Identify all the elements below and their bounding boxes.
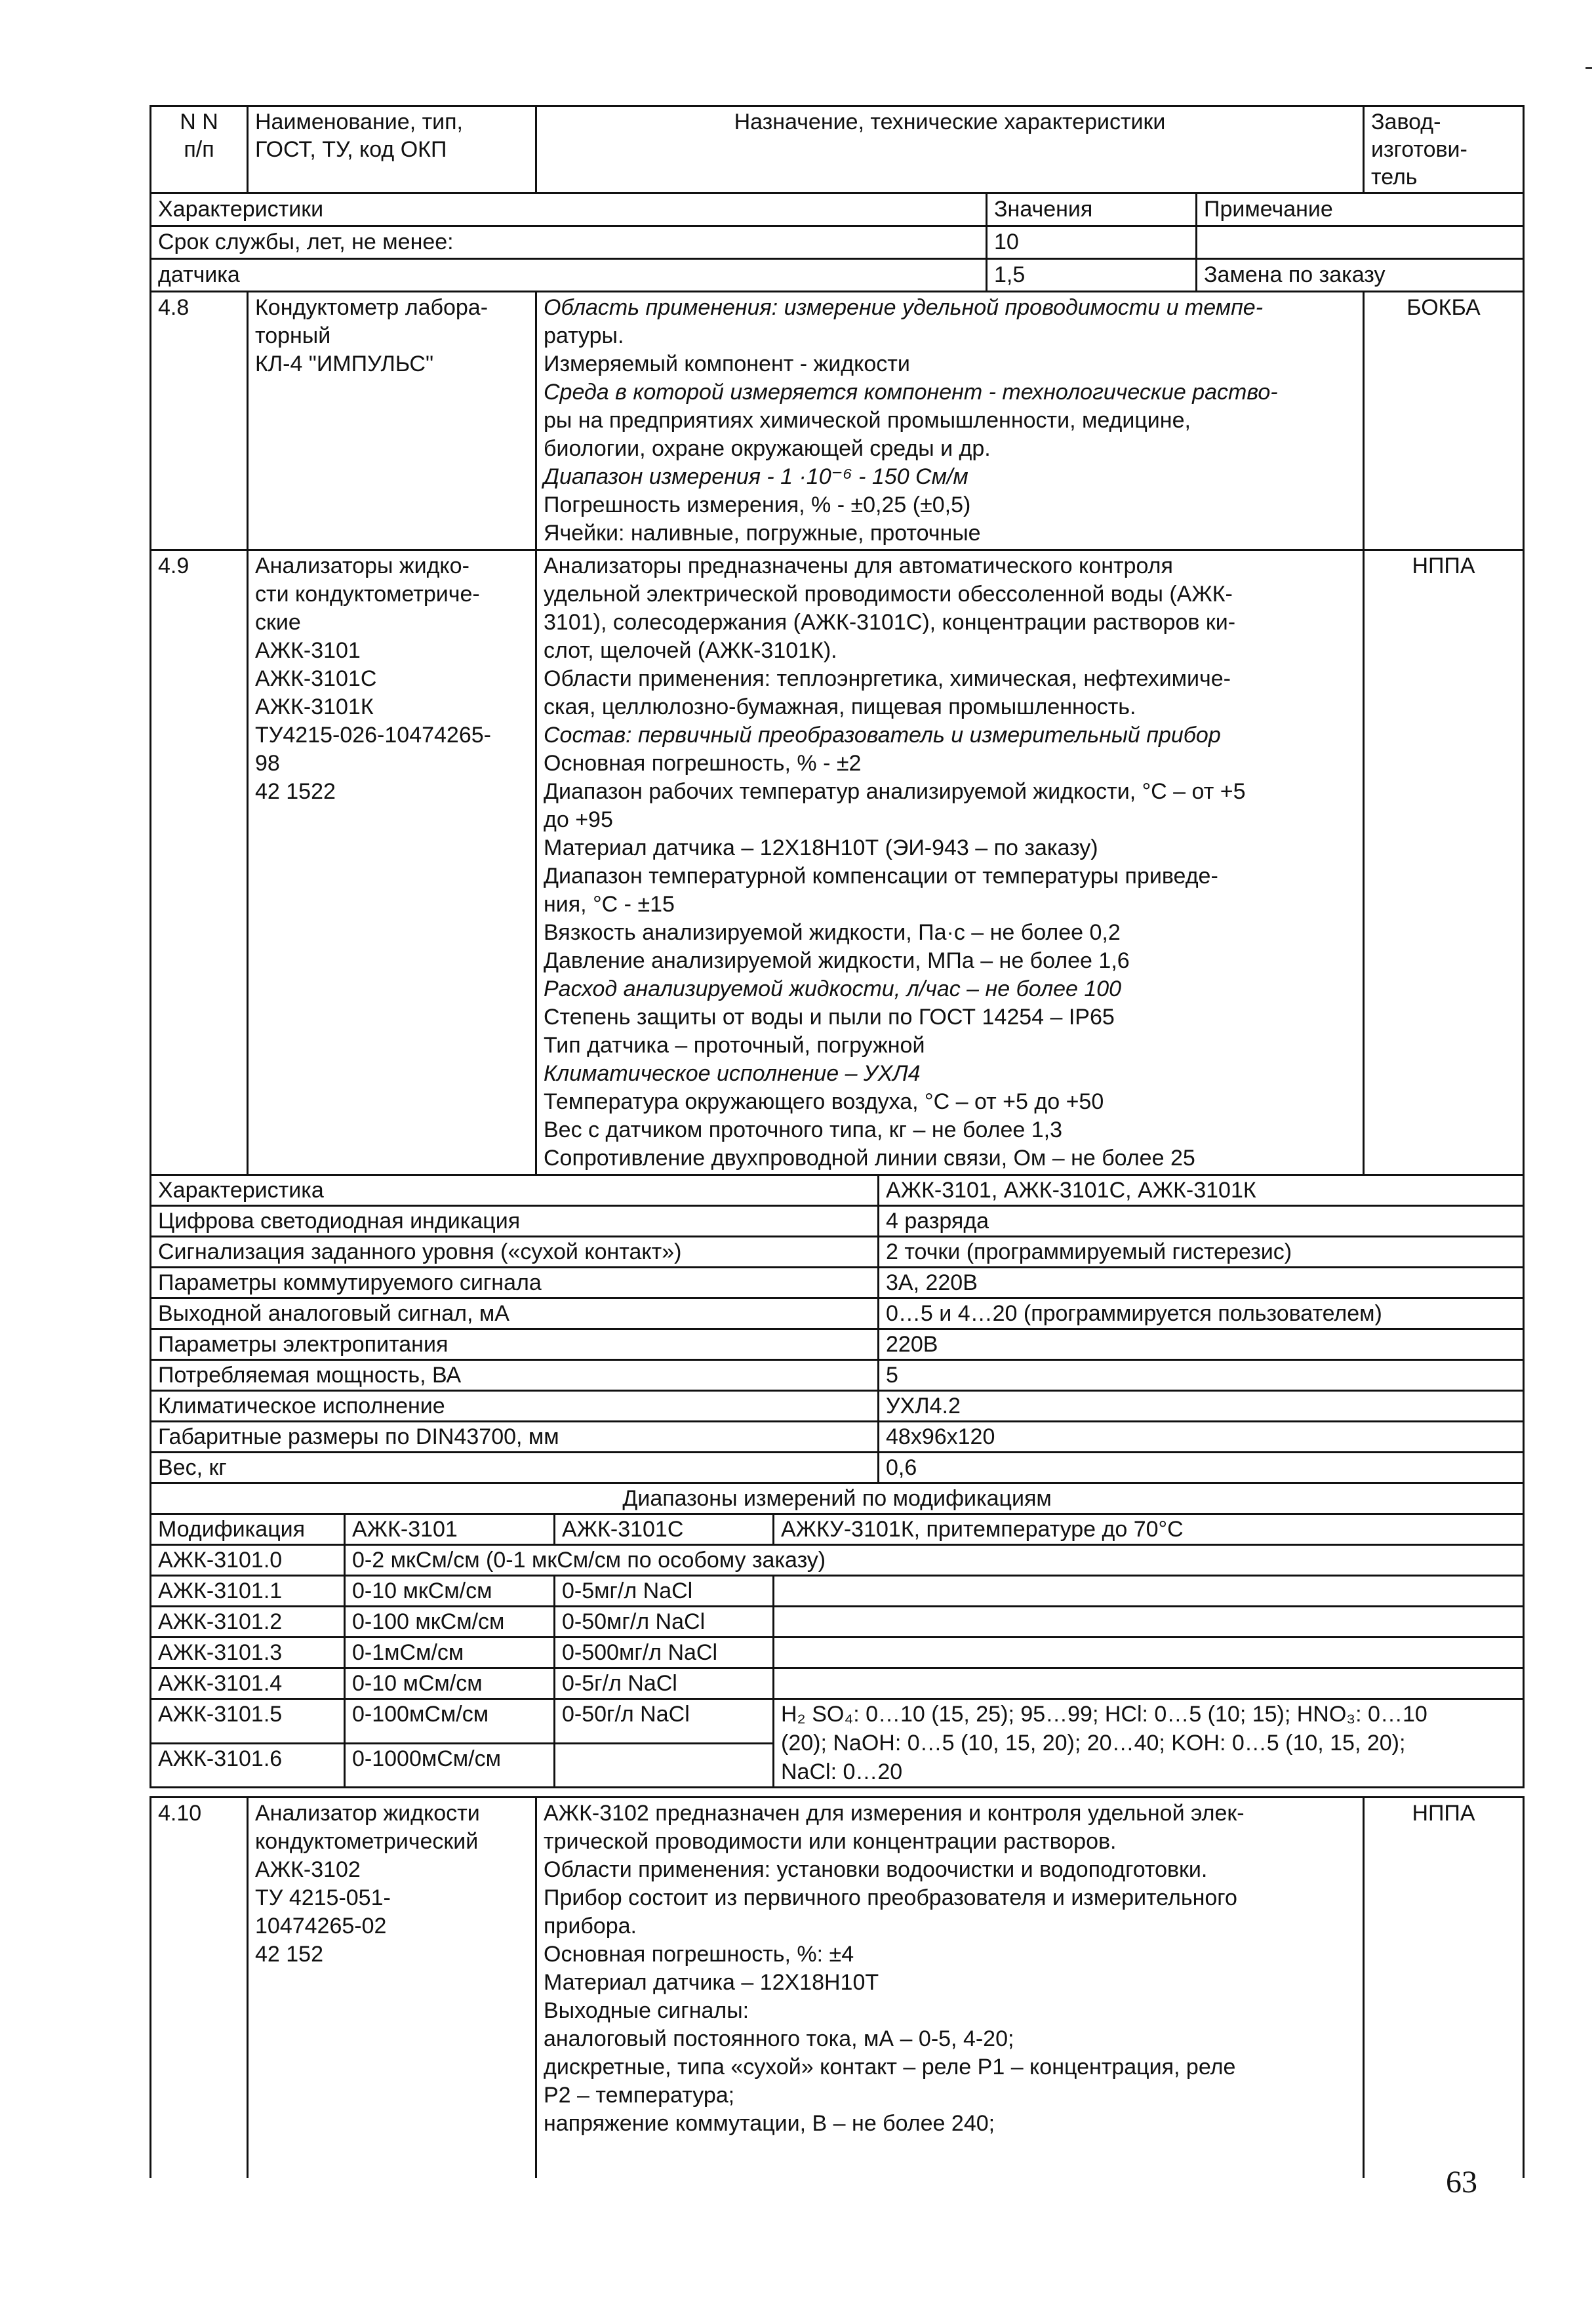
text-line: Анализаторы предназначены для автоматического контроля — [544, 553, 1173, 578]
spec-key: Габаритные размеры по DIN43700, мм — [151, 1422, 879, 1453]
ranges-mod: АЖК-3101.2 — [151, 1607, 345, 1638]
ranges-empty — [774, 1638, 1524, 1668]
ranges-value: 0-500мг/л NaCl — [555, 1638, 774, 1668]
ranges-row — [151, 1699, 1524, 1744]
ranges-mod: АЖК-3101.0 — [151, 1545, 345, 1576]
text-line: Тип датчика – проточный, погружной — [544, 1033, 925, 1058]
text-line: ния, °С - ±15 — [544, 892, 675, 917]
ranges-value: 0-10 мкСм/см — [345, 1576, 555, 1607]
text-line: H₂ SO₄: 0…10 (15, 25); 95…99; HCl: 0…5 (10; 15); HNO₃: 0…10 — [781, 1702, 1427, 1727]
ranges-empty — [774, 1668, 1524, 1699]
ranges-table — [150, 1482, 1525, 1788]
header-purpose: Назначение, технические характеристики — [536, 106, 1364, 193]
text-line: дискретные, типа «сухой» контакт – реле Р1 – концентрация, реле — [544, 2055, 1236, 2080]
text-line: Области применения: теплоэнргетика, химическая, нефтехимиче- — [544, 666, 1231, 691]
text-line: ры на предприятиях химической промышленности, медицине, — [544, 408, 1191, 433]
text-line: прибора. — [544, 1914, 637, 1939]
ranges-row — [151, 1638, 1524, 1668]
prev-row-val: 10 — [987, 226, 1197, 259]
ranges-empty — [774, 1576, 1524, 1607]
ranges-mod: АЖК-3101.3 — [151, 1638, 345, 1668]
item-name — [248, 1798, 536, 2178]
text-line: удельной электрической проводимости обессоленной воды (АЖК- — [544, 582, 1233, 607]
text-line: Диапазон рабочих температур анализируемой жидкости, °С – от +5 — [544, 779, 1246, 804]
text-line: АЖК-3102 — [255, 1857, 361, 1882]
prev-col-note: Примечание — [1197, 193, 1524, 226]
item-maker: НППА — [1364, 550, 1524, 1175]
text-line: АЖК-3102 предназначен для измерения и контроля удельной элек- — [544, 1801, 1245, 1826]
ranges-mod: АЖК-3101.6 — [151, 1743, 345, 1788]
ranges-value: 0-1000мСм/см — [345, 1743, 555, 1788]
text-line: до +95 — [544, 807, 613, 832]
text-line: Кондуктометр лабора- — [255, 295, 489, 320]
text-line: ские — [255, 610, 301, 635]
spec-value: УХЛ4.2 — [879, 1391, 1524, 1422]
header-table — [150, 105, 1525, 194]
items-table — [150, 291, 1525, 1176]
ranges-value: 0-100 мкСм/см — [345, 1607, 555, 1638]
text-line: ТУ 4215-051- — [255, 1885, 391, 1910]
text-line: ТУ4215-026-10474265- — [255, 723, 491, 748]
text-line: Основная погрешность, % - ±2 — [544, 751, 862, 776]
text-line: Измеряемый компонент - жидкости — [544, 352, 910, 376]
item-description — [536, 292, 1364, 550]
ranges-empty — [774, 1607, 1524, 1638]
spec-row — [151, 1453, 1524, 1483]
text-line: биологии, охране окружающей среды и др. — [544, 436, 991, 461]
text-line: 42 1522 — [255, 779, 336, 804]
text-line: Степень защиты от воды и пыли по ГОСТ 14254 – IP65 — [544, 1005, 1115, 1030]
spec-value: 0…5 и 4…20 (программируется пользователем) — [879, 1298, 1524, 1329]
text-line: Давление анализируемой жидкости, МПа – не более 1,6 — [544, 948, 1130, 973]
spec-value: 5 — [879, 1360, 1524, 1391]
text-line: слот, щелочей (АЖК-3101К). — [544, 638, 837, 663]
text-line: Ячейки: наливные, погружные, проточные — [544, 521, 981, 546]
text-line: Материал датчика – 12Х18Н10Т (ЭИ-943 – по заказу) — [544, 835, 1098, 860]
text-line: Область применения: измерение удельной проводимости и темпе- — [544, 295, 1264, 320]
item-num: 4.10 — [151, 1798, 248, 2178]
text-line: КЛ-4 "ИМПУЛЬС" — [255, 352, 434, 376]
item-num: 4.8 — [151, 292, 248, 550]
item-row-4-8 — [151, 292, 1524, 550]
document-page — [150, 105, 1523, 2178]
spec-value: 48х96х120 — [879, 1422, 1524, 1453]
ranges-k-note — [774, 1699, 1524, 1788]
text-line: Погрешность измерения, % - ±0,25 (±0,5) — [544, 492, 971, 517]
spec-row — [151, 1298, 1524, 1329]
spec-key: Сигнализация заданного уровня («сухой контакт») — [151, 1237, 879, 1268]
text-line: сти кондуктометриче- — [255, 582, 480, 607]
ranges-head: АЖК-3101 — [345, 1514, 555, 1545]
text-line: Сопротивление двухпроводной линии связи, Ом – не более 25 — [544, 1146, 1195, 1171]
text-line: кондуктометрический — [255, 1829, 479, 1854]
text-line: Анализаторы жидко- — [255, 553, 469, 578]
text-line: ская, целлюлозно-бумажная, пищевая промышленность. — [544, 694, 1136, 719]
header-name: Наименование, тип, ГОСТ, ТУ, код ОКП — [248, 106, 536, 193]
spec-row — [151, 1237, 1524, 1268]
text-line: Р2 – температура; — [544, 2083, 735, 2108]
prev-tail-table — [150, 192, 1525, 292]
spec-row — [151, 1391, 1524, 1422]
prev-row-char: датчика — [151, 259, 987, 292]
text-line: 42 152 — [255, 1942, 323, 1967]
spec-row — [151, 1268, 1524, 1298]
text-line: Области применения: установки водоочистки и водоподготовки. — [544, 1857, 1208, 1882]
item-name — [248, 292, 536, 550]
text-line: Основная погрешность, %: ±4 — [544, 1942, 854, 1967]
ranges-value: 0-10 мСм/см — [345, 1668, 555, 1699]
text-line: Диапазон измерения - 1 ·10⁻⁶ - 150 См/м — [544, 464, 968, 489]
item-name — [248, 550, 536, 1175]
ranges-head: АЖКУ-3101К, притемпературе до 70°С — [774, 1514, 1524, 1545]
ranges-row — [151, 1576, 1524, 1607]
text-line: АЖК-3101К — [255, 694, 374, 719]
prev-row-char: Срок службы, лет, не менее: — [151, 226, 987, 259]
ranges-value — [555, 1743, 774, 1788]
text-line: торный — [255, 323, 331, 348]
text-line: аналоговый постоянного тока, мА – 0-5, 4-20; — [544, 2026, 1014, 2051]
ranges-value: 0-1мСм/см — [345, 1638, 555, 1668]
item-maker: БОКБА — [1364, 292, 1524, 550]
spec-value: 3А, 220В — [879, 1268, 1524, 1298]
spec-value: 4 разряда — [879, 1206, 1524, 1237]
ranges-value: 0-5мг/л NaCl — [555, 1576, 774, 1607]
item-description — [536, 550, 1364, 1175]
text-line: Вязкость анализируемой жидкости, Па·с – не более 0,2 — [544, 920, 1121, 945]
text-line: 3101), солесодержания (АЖК-3101С), концентрации растворов ки- — [544, 610, 1236, 635]
text-line: 98 — [255, 751, 280, 776]
ranges-head: АЖК-3101С — [555, 1514, 774, 1545]
ranges-value: 0-50мг/л NaCl — [555, 1607, 774, 1638]
prev-col-val: Значения — [987, 193, 1197, 226]
text-line: Выходные сигналы: — [544, 1998, 749, 2023]
prev-row-note — [1197, 226, 1524, 259]
item-row-4-9 — [151, 550, 1524, 1175]
item-num: 4.9 — [151, 550, 248, 1175]
prev-col-char: Характеристики — [151, 193, 987, 226]
ranges-value: 0-100мСм/см — [345, 1699, 555, 1744]
spec-value: 0,6 — [879, 1453, 1524, 1483]
margin-mark — [1586, 67, 1592, 69]
text-line: Состав: первичный преобразователь и измерительный прибор — [544, 723, 1221, 748]
header-maker: Завод- изготови- тель — [1364, 106, 1524, 193]
header-num: N N п/п — [151, 106, 248, 193]
spec-row — [151, 1422, 1524, 1453]
spec-row — [151, 1206, 1524, 1237]
spec-head-char: Характеристика — [151, 1175, 879, 1206]
item-description — [536, 1798, 1364, 2178]
ranges-value: 0-5г/л NaCl — [555, 1668, 774, 1699]
prev-row-note: Замена по заказу — [1197, 259, 1524, 292]
spec-key: Климатическое исполнение — [151, 1391, 879, 1422]
ranges-value: 0-50г/л NaCl — [555, 1699, 774, 1744]
spec-value: 220В — [879, 1329, 1524, 1360]
item-maker: НППА — [1364, 1798, 1524, 2178]
text-line: Расход анализируемой жидкости, л/час – не более 100 — [544, 976, 1122, 1001]
text-line: Анализатор жидкости — [255, 1801, 480, 1826]
text-line: Прибор состоит из первичного преобразователя и измерительного — [544, 1885, 1237, 1910]
ranges-row — [151, 1668, 1524, 1699]
page-number: 63 — [1446, 2165, 1477, 2200]
ranges-row — [151, 1607, 1524, 1638]
text-line: Диапазон температурной компенсации от температуры приведе- — [544, 864, 1218, 889]
ranges-mod: АЖК-3101.1 — [151, 1576, 345, 1607]
spec-row — [151, 1329, 1524, 1360]
text-line: Среда в которой измеряется компонент - технологические раство- — [544, 380, 1278, 405]
spec-key: Вес, кг — [151, 1453, 879, 1483]
item-row-4-10 — [151, 1798, 1524, 2178]
text-line: АЖК-3101 — [255, 638, 361, 663]
text-line: АЖК-3101С — [255, 666, 377, 691]
text-line: ратуры. — [544, 323, 624, 348]
text-line: NaCl: 0…20 — [781, 1759, 903, 1784]
ranges-value: 0-2 мкСм/см (0-1 мкСм/см по особому заказу) — [345, 1545, 1524, 1576]
spec-key: Выходной аналоговый сигнал, мА — [151, 1298, 879, 1329]
item-4-10-table — [150, 1796, 1525, 2178]
spec-value: 2 точки (программируемый гистерезис) — [879, 1237, 1524, 1268]
text-line: напряжение коммутации, В – не более 240; — [544, 2111, 995, 2136]
spec-key: Потребляемая мощность, ВА — [151, 1360, 879, 1391]
ranges-mod: АЖК-3101.5 — [151, 1699, 345, 1744]
spec-key: Цифрова светодиодная индикация — [151, 1206, 879, 1237]
text-line: Температура окружающего воздуха, °С – от +5 до +50 — [544, 1089, 1104, 1114]
ranges-title: Диапазоны измерений по модификациям — [151, 1483, 1524, 1514]
prev-row-val: 1,5 — [987, 259, 1197, 292]
text-line: Вес с датчиком проточного типа, кг – не более 1,3 — [544, 1117, 1062, 1142]
ranges-head: Модификация — [151, 1514, 345, 1545]
text-line: Климатическое исполнение – УХЛ4 — [544, 1061, 921, 1086]
text-line: (20); NaOH: 0…5 (10, 15, 20); 20…40; KOH: 0…5 (10, 15, 20); — [781, 1731, 1406, 1756]
spec-key: Параметры электропитания — [151, 1329, 879, 1360]
spec-key: Параметры коммутируемого сигнала — [151, 1268, 879, 1298]
text-line: Материал датчика – 12Х18Н10Т — [544, 1970, 879, 1995]
text-line: 10474265-02 — [255, 1914, 387, 1939]
text-line: трической проводимости или концентрации растворов. — [544, 1829, 1117, 1854]
spec-table — [150, 1174, 1525, 1484]
spec-head-val: АЖК-3101, АЖК-3101С, АЖК-3101К — [879, 1175, 1524, 1206]
spec-row — [151, 1360, 1524, 1391]
ranges-mod: АЖК-3101.4 — [151, 1668, 345, 1699]
